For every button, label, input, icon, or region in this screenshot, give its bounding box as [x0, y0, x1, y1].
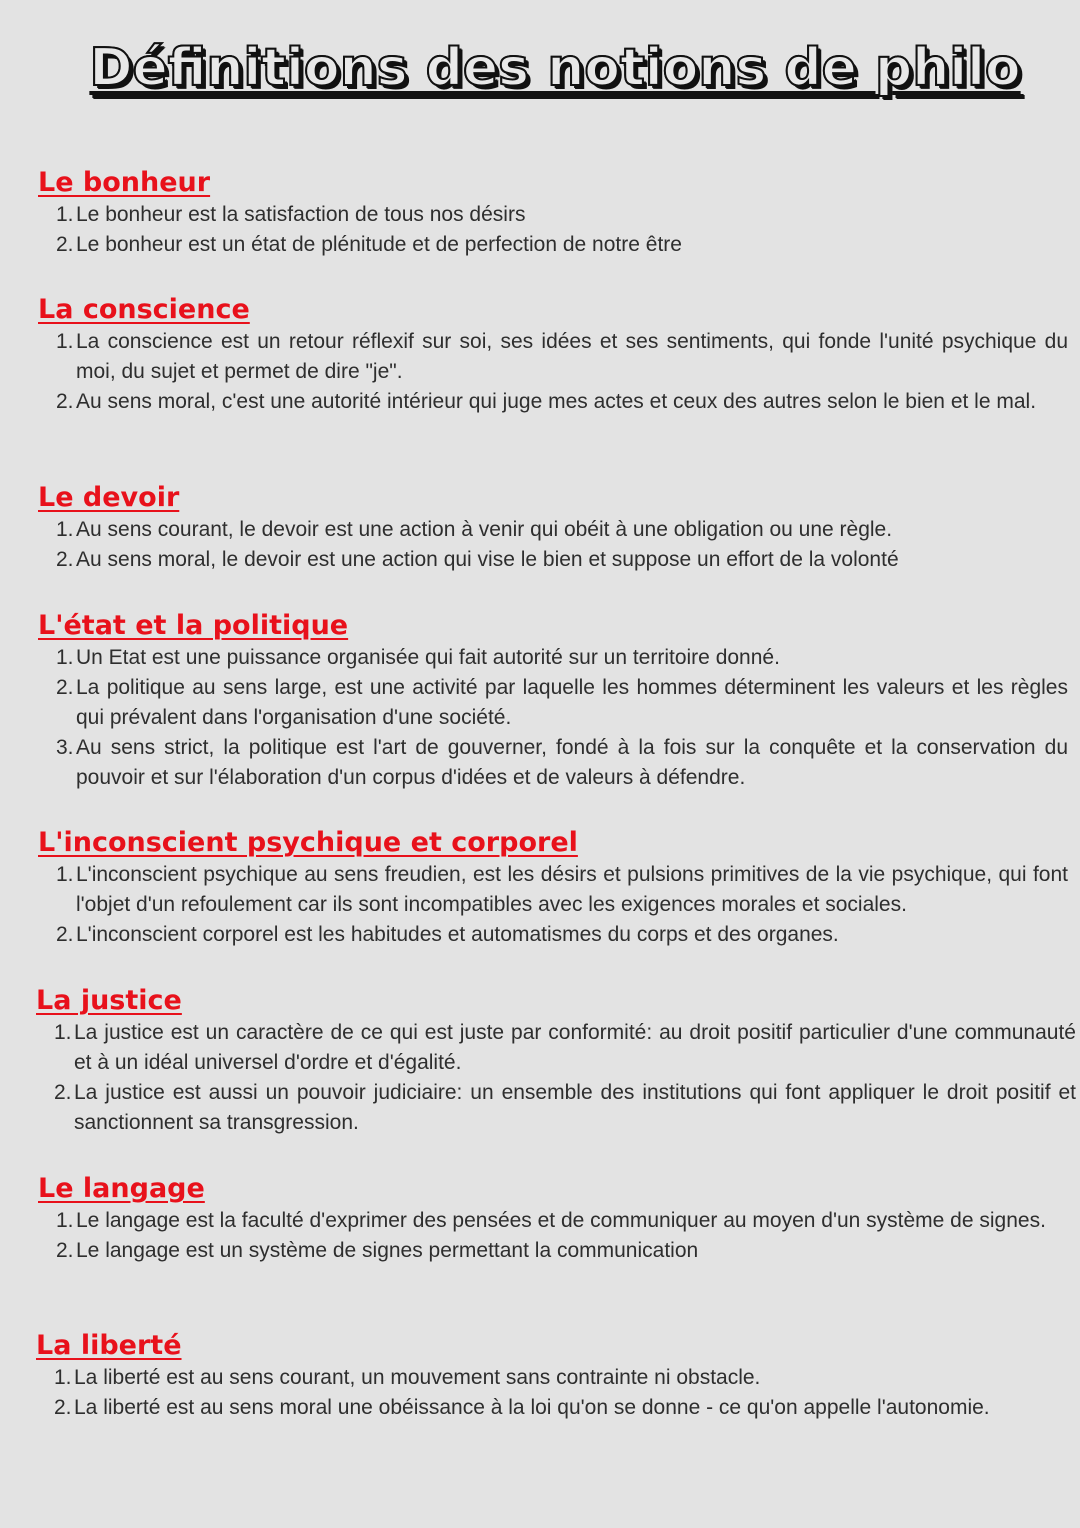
list-item [38, 327, 1068, 387]
definition-list [36, 1018, 1076, 1138]
item-number: 2. [56, 548, 74, 571]
item-text: Au sens courant, le devoir est une action à venir qui obéit à une obligation ou une règle. [76, 518, 893, 541]
section-bonheur [38, 166, 1068, 260]
item-text: L'inconscient corporel est les habitudes et automatismes du corps et des organes. [76, 923, 839, 946]
item-text: Le bonheur est un état de plénitude et de perfection de notre être [76, 233, 682, 256]
definition-list [38, 1206, 1078, 1266]
item-number: 2. [54, 1396, 72, 1419]
item-number: 2. [54, 1081, 72, 1104]
item-text: Le langage est la faculté d'exprimer des pensées et de communiquer au moyen d'un système de signes. [76, 1209, 1046, 1232]
section-etat-politique [38, 609, 1068, 793]
definition-list [36, 1363, 1066, 1423]
list-item [38, 733, 1068, 793]
section-devoir [38, 481, 1068, 575]
definition-list [38, 860, 1068, 950]
item-text: La liberté est au sens moral une obéissance à la loi qu'on se donne - ce qu'on appelle l'autonomie. [74, 1396, 990, 1419]
item-number: 1. [56, 330, 74, 353]
item-number: 1. [56, 518, 74, 541]
section-heading: Le langage [38, 1173, 205, 1204]
section-heading: La justice [36, 985, 182, 1016]
list-item [36, 1393, 1066, 1423]
list-item [36, 1363, 1066, 1393]
item-text: Au sens strict, la politique est l'art de gouverner, fondé à la fois sur la conquête et la conservation du pouvoir et sur l'élaboration d'un corpus d'idées et de valeurs à défendre. [76, 736, 1068, 789]
list-item [38, 200, 1068, 230]
list-item [38, 1236, 1078, 1266]
item-number: 1. [56, 1209, 74, 1232]
list-item [38, 387, 1068, 417]
list-item [38, 673, 1068, 733]
item-number: 1. [54, 1366, 72, 1389]
item-text: L'inconscient psychique au sens freudien, est les désirs et pulsions primitives de la vie psychique, qui font l'objet d'un refoulement car ils sont incompatibles avec les exigences morales et sociales. [76, 863, 1068, 916]
list-item [38, 515, 1068, 545]
item-text: Un Etat est une puissance organisée qui fait autorité sur un territoire donné. [76, 646, 780, 669]
section-justice [36, 984, 1076, 1138]
section-inconscient [38, 826, 1068, 950]
list-item [36, 1018, 1076, 1078]
item-number: 2. [56, 1239, 74, 1262]
item-number: 1. [56, 646, 74, 669]
definition-list [38, 515, 1068, 575]
list-item [38, 1206, 1078, 1236]
definition-list [38, 200, 1068, 260]
section-heading: Le bonheur [38, 167, 211, 198]
list-item [36, 1078, 1076, 1138]
item-number: 1. [56, 203, 74, 226]
item-text: Au sens moral, le devoir est une action qui vise le bien et suppose un effort de la volonté [76, 548, 899, 571]
definition-list [38, 643, 1068, 793]
item-text: La conscience est un retour réflexif sur soi, ses idées et ses sentiments, qui fonde l'unité psychique du moi, du sujet et permet de dire "je". [76, 330, 1068, 383]
section-heading: Le devoir [38, 482, 180, 513]
item-number: 2. [56, 233, 74, 256]
list-item [38, 230, 1068, 260]
section-heading: L'inconscient psychique et corporel [38, 827, 578, 858]
item-text: La liberté est au sens courant, un mouvement sans contrainte ni obstacle. [74, 1366, 761, 1389]
list-item [38, 860, 1068, 920]
item-number: 3. [56, 736, 74, 759]
item-text: Au sens moral, c'est une autorité intérieur qui juge mes actes et ceux des autres selon le bien et le mal. [76, 390, 1037, 413]
section-langage [38, 1172, 1078, 1266]
section-conscience [38, 293, 1068, 417]
section-heading: L'état et la politique [38, 610, 349, 641]
item-number: 2. [56, 923, 74, 946]
list-item [38, 545, 1068, 575]
section-liberte [36, 1329, 1066, 1423]
item-text: La justice est aussi un pouvoir judiciaire: un ensemble des institutions qui font appliquer le droit positif et sanctionnent sa transgression. [74, 1081, 1076, 1134]
item-text: La justice est un caractère de ce qui est juste par conformité: au droit positif particulier d'une communauté et à un idéal universel d'ordre et d'égalité. [74, 1021, 1076, 1074]
item-number: 1. [54, 1021, 72, 1044]
page-title: Définitions des notions de philo [89, 38, 1021, 98]
item-text: Le langage est un système de signes permettant la communication [76, 1239, 699, 1262]
section-heading: La conscience [38, 294, 250, 325]
list-item [38, 643, 1068, 673]
definition-list [38, 327, 1068, 417]
list-item [38, 920, 1068, 950]
item-number: 2. [56, 676, 74, 699]
section-heading: La liberté [36, 1330, 182, 1361]
item-number: 1. [56, 863, 74, 886]
item-number: 2. [56, 390, 74, 413]
item-text: Le bonheur est la satisfaction de tous nos désirs [76, 203, 526, 226]
item-text: La politique au sens large, est une activité par laquelle les hommes déterminent les valeurs et les règles qui prévalent dans l'organisation d'une société. [76, 676, 1068, 729]
